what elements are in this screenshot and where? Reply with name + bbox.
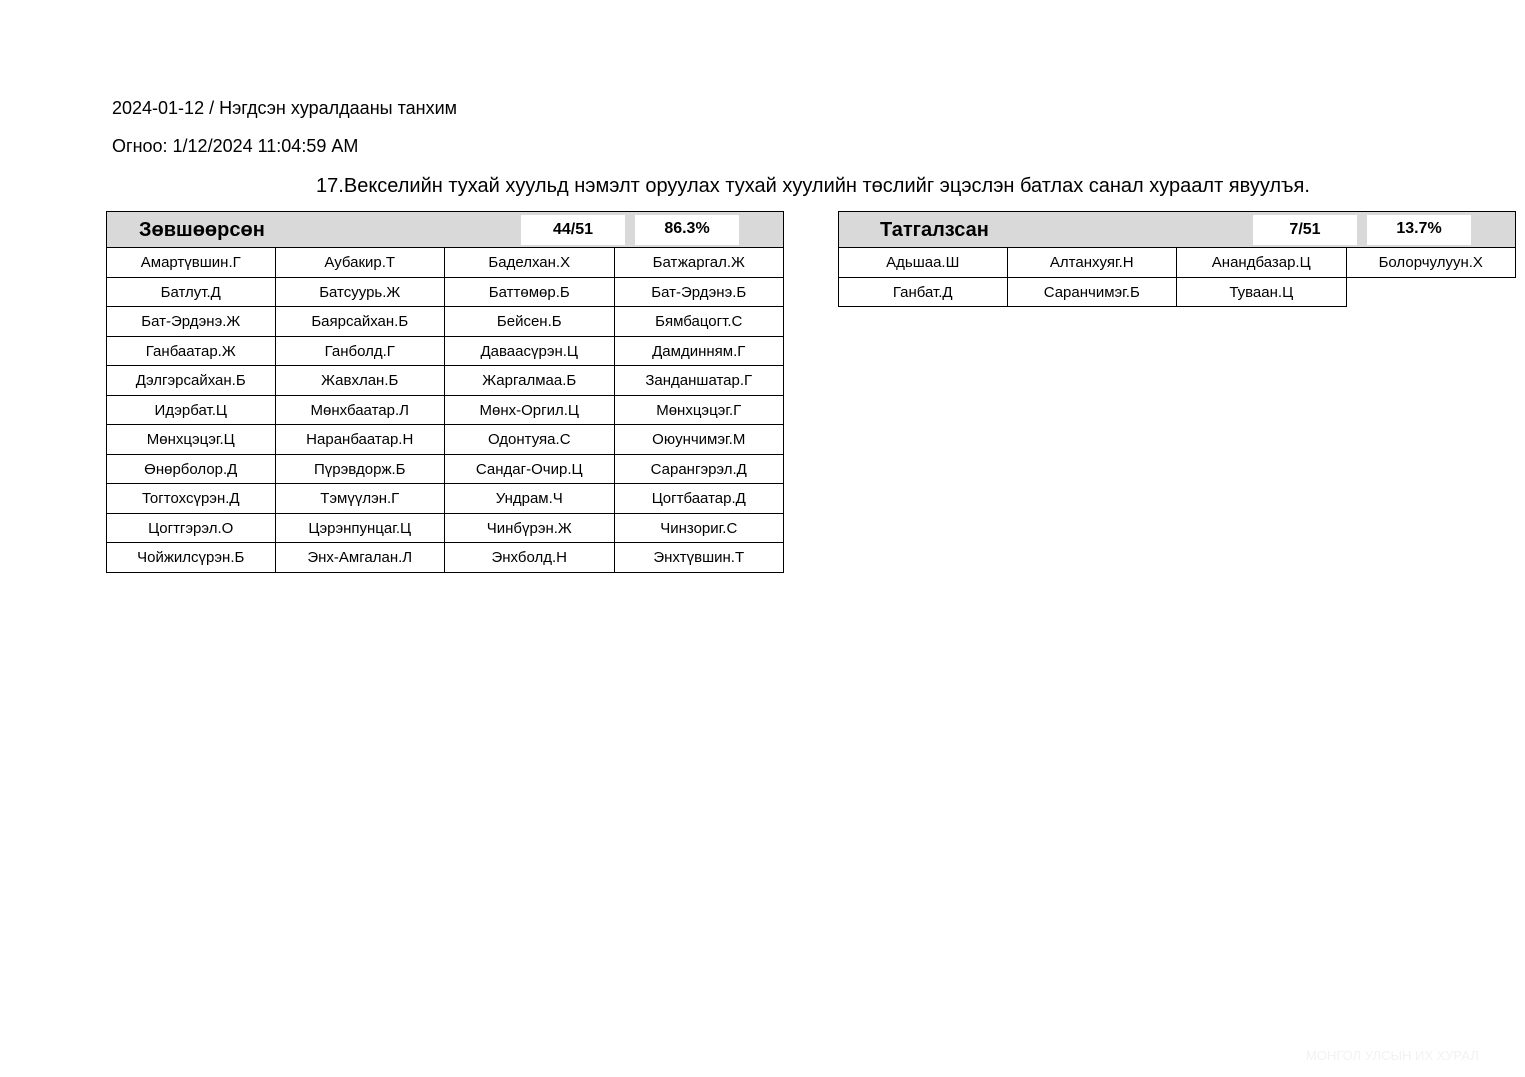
approved-title: Зөвшөөрсөн <box>139 219 265 241</box>
approved-panel <box>106 211 784 573</box>
member-name-cell: Занданшатар.Г <box>615 366 785 396</box>
motion-title: 17.Векселийн тухай хуульд нэмэлт оруулах тухай хуулийн төслийг эцэслэн батлах санал хураалт явуулъя. <box>316 175 1310 197</box>
member-name-cell: Цогтбаатар.Д <box>615 484 785 514</box>
member-name-cell: Бейсен.Б <box>445 307 615 337</box>
member-name-cell: Даваасүрэн.Ц <box>445 337 615 367</box>
session-header: 2024-01-12 / Нэгдсэн хуралдааны танхим <box>112 98 457 118</box>
member-name-cell: Батлут.Д <box>106 278 276 308</box>
member-name-cell: Болорчулуун.Х <box>1347 248 1517 278</box>
rejected-header <box>838 211 1516 248</box>
approved-names-table <box>106 248 784 573</box>
approved-header <box>106 211 784 248</box>
member-name-cell: Бат-Эрдэнэ.Б <box>615 278 785 308</box>
member-name-cell: Амартүвшин.Г <box>106 248 276 278</box>
member-name-cell: Тогтохсүрэн.Д <box>106 484 276 514</box>
member-name-cell: Анандбазар.Ц <box>1177 248 1347 278</box>
member-name-cell: Мөнхцэцэг.Г <box>615 396 785 426</box>
member-name-cell: Идэрбат.Ц <box>106 396 276 426</box>
member-name-cell: Өнөрболор.Д <box>106 455 276 485</box>
member-name-cell: Чинзориг.С <box>615 514 785 544</box>
member-name-cell: Мөнх-Оргил.Ц <box>445 396 615 426</box>
member-name-cell: Мөнхбаатар.Л <box>276 396 446 426</box>
member-name-cell: Адьшаа.Ш <box>838 248 1008 278</box>
rejected-title: Татгалзсан <box>880 219 989 241</box>
member-name-cell: Ундрам.Ч <box>445 484 615 514</box>
member-name-cell: Батжаргал.Ж <box>615 248 785 278</box>
member-name-cell: Бат-Эрдэнэ.Ж <box>106 307 276 337</box>
vote-date: Огноо: 1/12/2024 11:04:59 AM <box>112 136 359 156</box>
member-name-cell: Батсуурь.Ж <box>276 278 446 308</box>
member-name-cell: Сандаг-Очир.Ц <box>445 455 615 485</box>
member-name-cell: Ганбат.Д <box>838 278 1008 308</box>
member-name-cell: Туваан.Ц <box>1177 278 1347 308</box>
watermark: МОНГОЛ УЛСЫН ИХ ХУРАЛ <box>1306 1048 1479 1063</box>
rejected-panel <box>838 211 1516 307</box>
member-name-cell: Оюунчимэг.М <box>615 425 785 455</box>
member-name-cell: Энхболд.Н <box>445 543 615 573</box>
member-name-cell: Цогтгэрэл.О <box>106 514 276 544</box>
member-name-cell: Дамдинням.Г <box>615 337 785 367</box>
member-name-cell: Пүрэвдорж.Б <box>276 455 446 485</box>
rejected-count: 7/51 <box>1253 215 1357 245</box>
member-name-cell: Бямбацогт.С <box>615 307 785 337</box>
member-name-cell: Сарангэрэл.Д <box>615 455 785 485</box>
member-name-cell: Наранбаатар.Н <box>276 425 446 455</box>
member-name-cell: Ганбаатар.Ж <box>106 337 276 367</box>
member-name-cell: Алтанхуяг.Н <box>1008 248 1178 278</box>
member-name-cell: Чойжилсүрэн.Б <box>106 543 276 573</box>
member-name-cell: Саранчимэг.Б <box>1008 278 1178 308</box>
member-name-cell: Цэрэнпунцаг.Ц <box>276 514 446 544</box>
member-name-cell: Энхтүвшин.Т <box>615 543 785 573</box>
member-name-cell: Аубакир.Т <box>276 248 446 278</box>
member-name-cell: Ганболд.Г <box>276 337 446 367</box>
member-name-cell: Мөнхцэцэг.Ц <box>106 425 276 455</box>
member-name-cell: Баярсайхан.Б <box>276 307 446 337</box>
member-name-cell: Жавхлан.Б <box>276 366 446 396</box>
member-name-cell: Баделхан.Х <box>445 248 615 278</box>
approved-percent: 86.3% <box>635 215 739 245</box>
rejected-percent: 13.7% <box>1367 215 1471 245</box>
member-name-cell: Энх-Амгалан.Л <box>276 543 446 573</box>
member-name-cell: Дэлгэрсайхан.Б <box>106 366 276 396</box>
rejected-names-table <box>838 248 1516 307</box>
member-name-cell: Баттөмөр.Б <box>445 278 615 308</box>
member-name-cell: Одонтуяа.С <box>445 425 615 455</box>
member-name-cell: Жаргалмаа.Б <box>445 366 615 396</box>
member-name-cell: Чинбүрэн.Ж <box>445 514 615 544</box>
member-name-cell: Тэмүүлэн.Г <box>276 484 446 514</box>
approved-count: 44/51 <box>521 215 625 245</box>
